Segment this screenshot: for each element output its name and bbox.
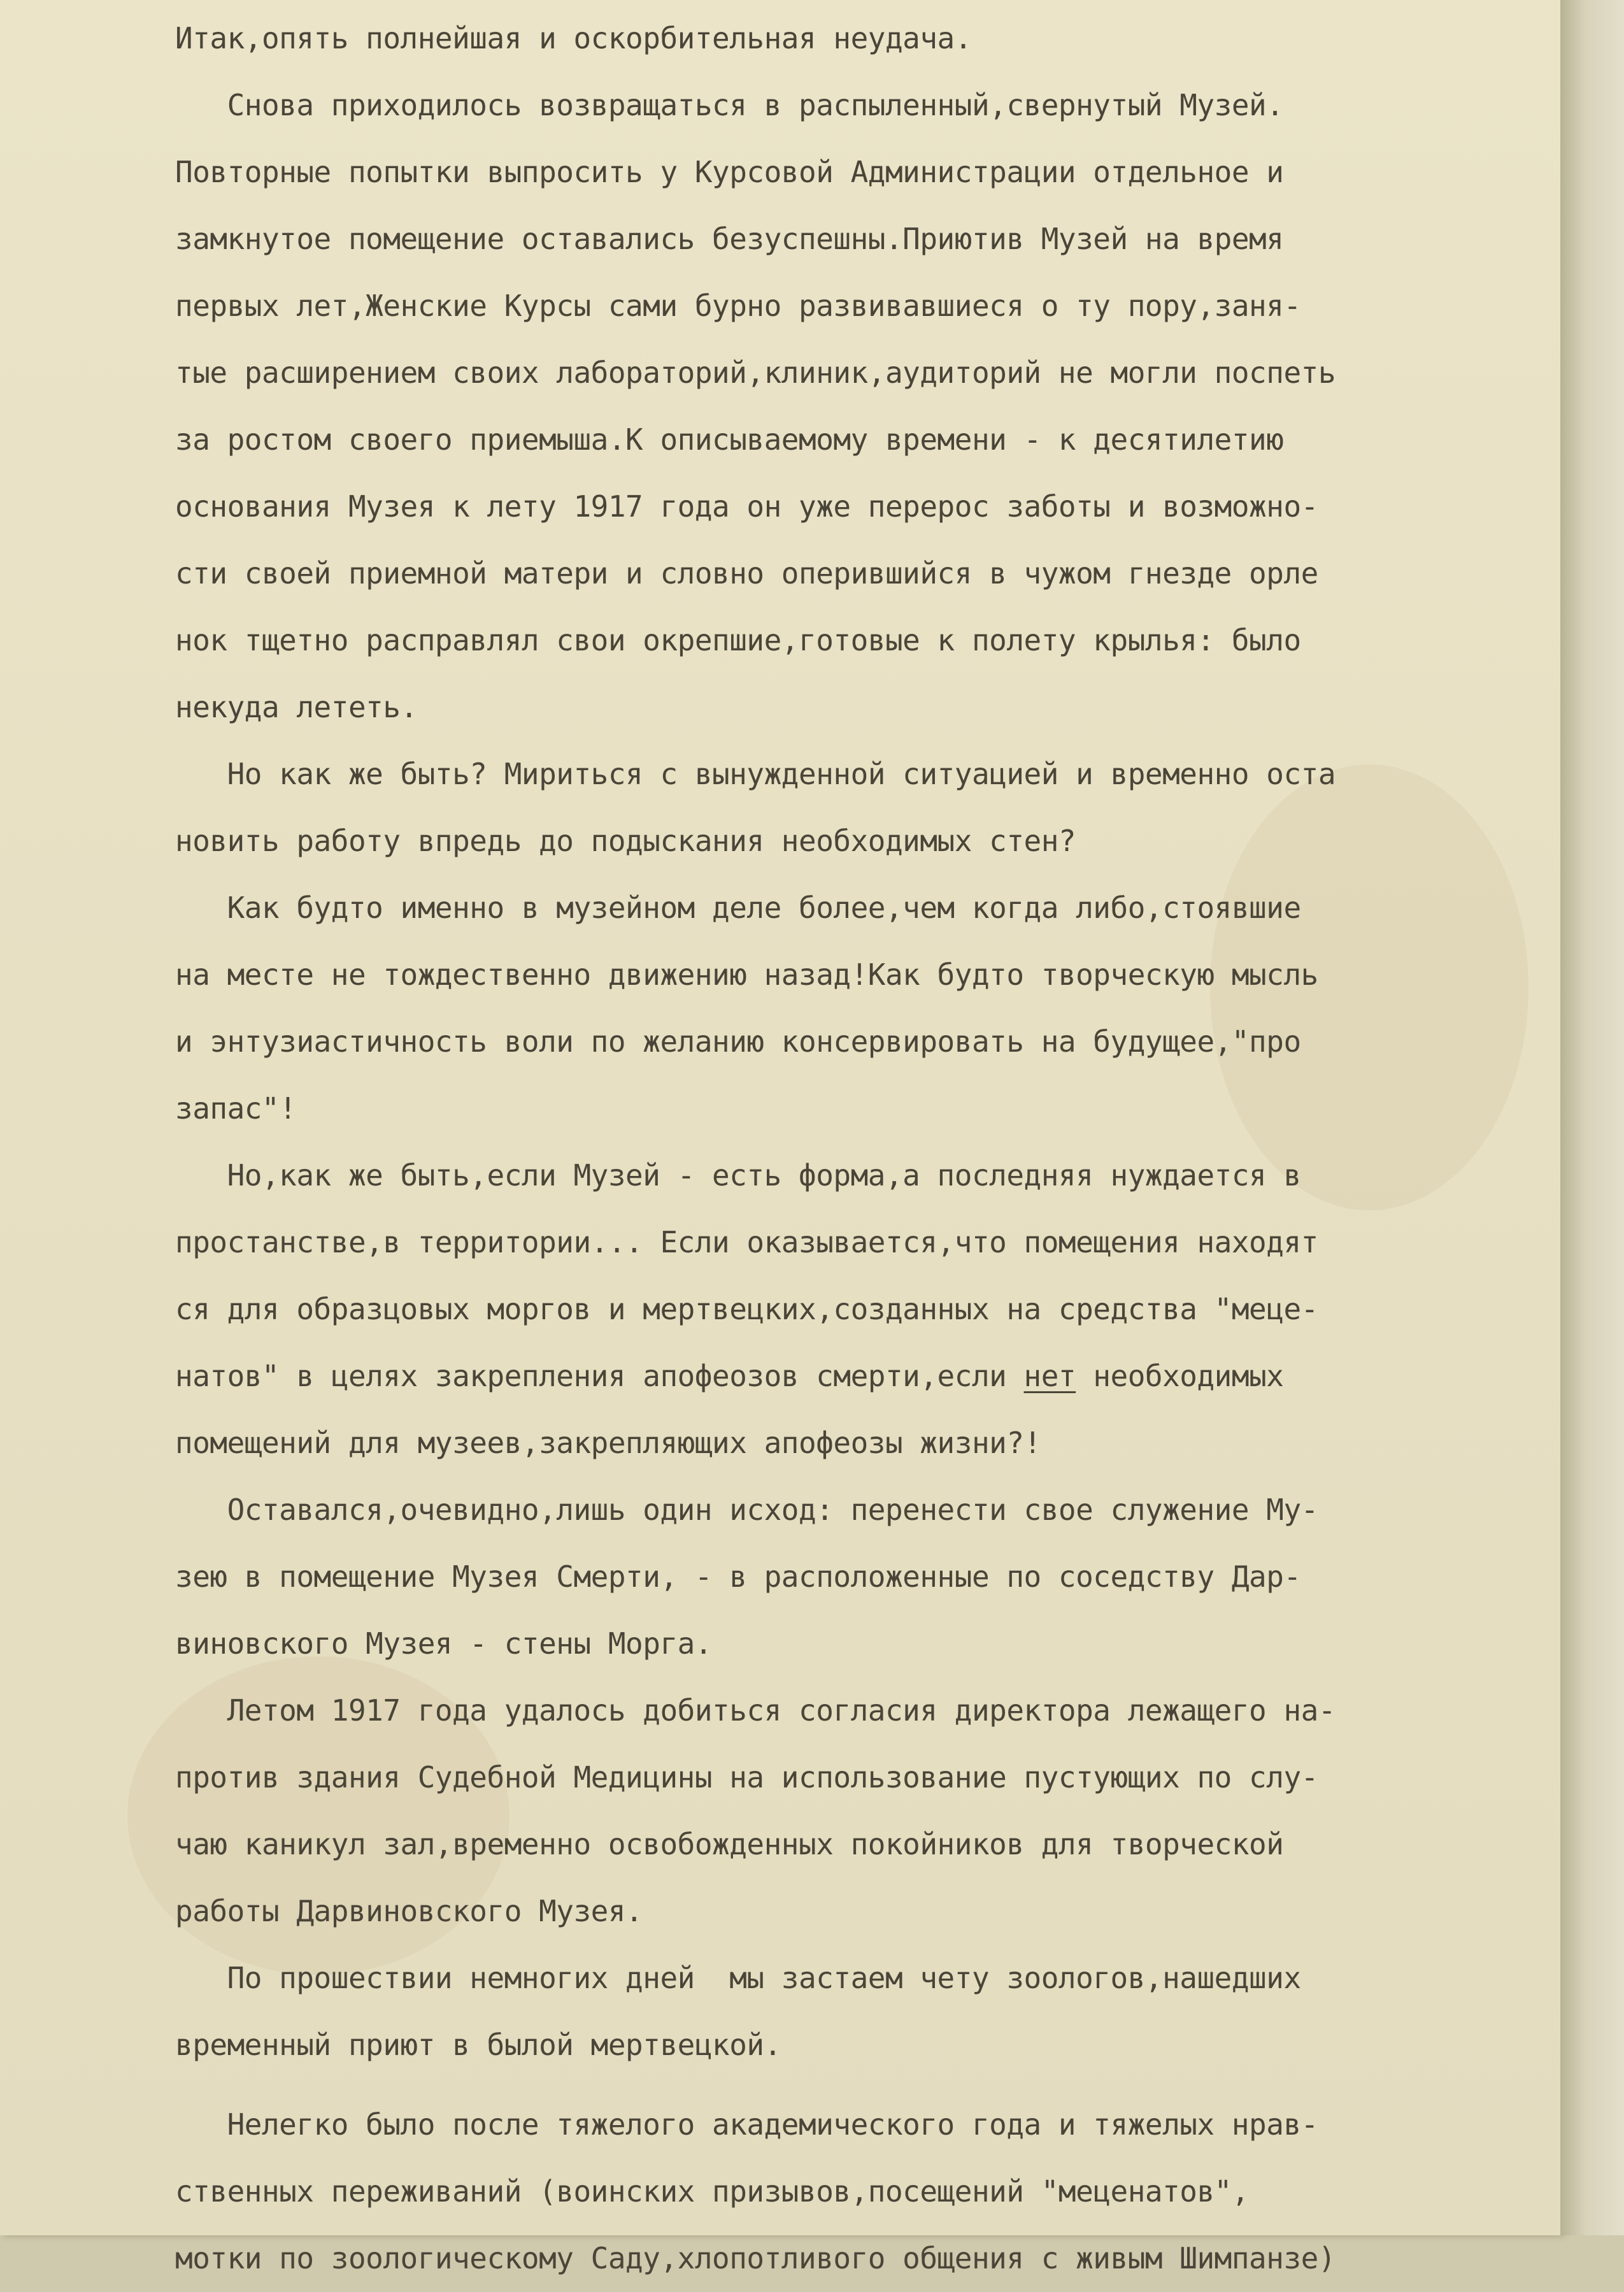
text-line: Нелегко было после тяжелого академического года и тяжелых нрав- <box>175 2107 1318 2142</box>
text-line: По прошествии немногих дней мы застаем чету зоологов,нашедших <box>175 1961 1301 1995</box>
text-line: ственных переживаний (воинских призывов,посещений "меценатов", <box>175 2174 1250 2209</box>
text-line: замкнутое помещение оставались безуспешны.Приютив Музей на время <box>175 222 1284 256</box>
text-line: простанстве,в территории... Если оказывается,что помещения находят <box>175 1225 1318 1259</box>
text-line: сти своей приемной матери и словно оперившийся в чужом гнезде орле <box>175 556 1318 591</box>
text-line: ся для образцовых моргов и мертвецких,созданных на средства "мецe- <box>175 1292 1318 1326</box>
text-line: и энтузиастичность воли по желанию консервировать на будущее,"про <box>175 1024 1301 1059</box>
text-line: Повторные попытки выпросить у Курсовой Администрации отдельное и <box>175 155 1284 189</box>
text-line: некуда лететь. <box>175 690 418 724</box>
text-line: первых лет,Женские Курсы сами бурно развивавшиеся о ту пору,заня- <box>175 289 1301 323</box>
text-line: Летом 1917 года удалось добиться согласия директора лежащего на- <box>175 1693 1336 1728</box>
text-line: новить работу впредь до подыскания необходимых стен? <box>175 824 1076 858</box>
text-line: Оставался,очевидно,лишь один исход: перенести свое служение Му- <box>175 1493 1318 1527</box>
text-line <box>175 1343 1583 1410</box>
scan-background <box>1560 0 1624 2235</box>
text-line: Итак,опять полнейшая и оскорбительная неудача. <box>175 21 972 55</box>
text-line: зею в помещение Музея Смерти, - в расположенные по соседству Дар- <box>175 1559 1301 1594</box>
text-line: помещений для музеев,закрепляющих апофеозы жизни?! <box>175 1426 1041 1460</box>
text-line: тые расширением своих лабораторий,клиник,аудиторий не могли поспеть <box>175 355 1336 390</box>
text-line: Но как же быть? Мириться с вынужденной ситуацией и временно оста <box>175 757 1336 791</box>
text-line: основания Музея к лету 1917 года он уже перерос заботы и возможно- <box>175 489 1318 524</box>
text-line: мотки по зоологическому Саду,хлопотливого общения с живым Шимпанзе) <box>175 2241 1336 2275</box>
text-line: на месте не тождественно движению назад!Как будто творческую мысль <box>175 957 1318 992</box>
text-line: работы Дарвиновского Музея. <box>175 1894 643 1928</box>
text-line: Как будто именно в музейном деле более,чем когда либо,стоявшие <box>175 891 1301 925</box>
text-line: временный приют в былой мертвецкой. <box>175 2028 781 2062</box>
text-line: нок тщетно расправлял свои окрепшие,готовые к полету крылья: было <box>175 623 1301 657</box>
text-line-start: натов" в целях закрепления апофеозов смерти,если <box>175 1359 1024 1393</box>
text-line: Снова приходилось возвращаться в распыленный,свернутый Музей. <box>175 88 1284 122</box>
text-line-end: необходимых <box>1076 1359 1284 1393</box>
text-line: против здания Судебной Медицины на использование пустующих по слу- <box>175 1760 1318 1794</box>
underlined-word: нет <box>1023 1359 1076 1393</box>
text-line: за ростом своего приемыша.К описываемому времени - к десятилетию <box>175 422 1284 457</box>
typewritten-text <box>175 5 1583 2292</box>
text-line: чаю каникул зал,временно освобожденных покойников для творческой <box>175 1827 1284 1861</box>
text-line: запас"! <box>175 1091 297 1126</box>
text-line: Но,как же быть,если Музей - есть форма,а последняя нуждается в <box>175 1158 1301 1193</box>
text-line: виновского Музея - стены Морга. <box>175 1626 713 1661</box>
